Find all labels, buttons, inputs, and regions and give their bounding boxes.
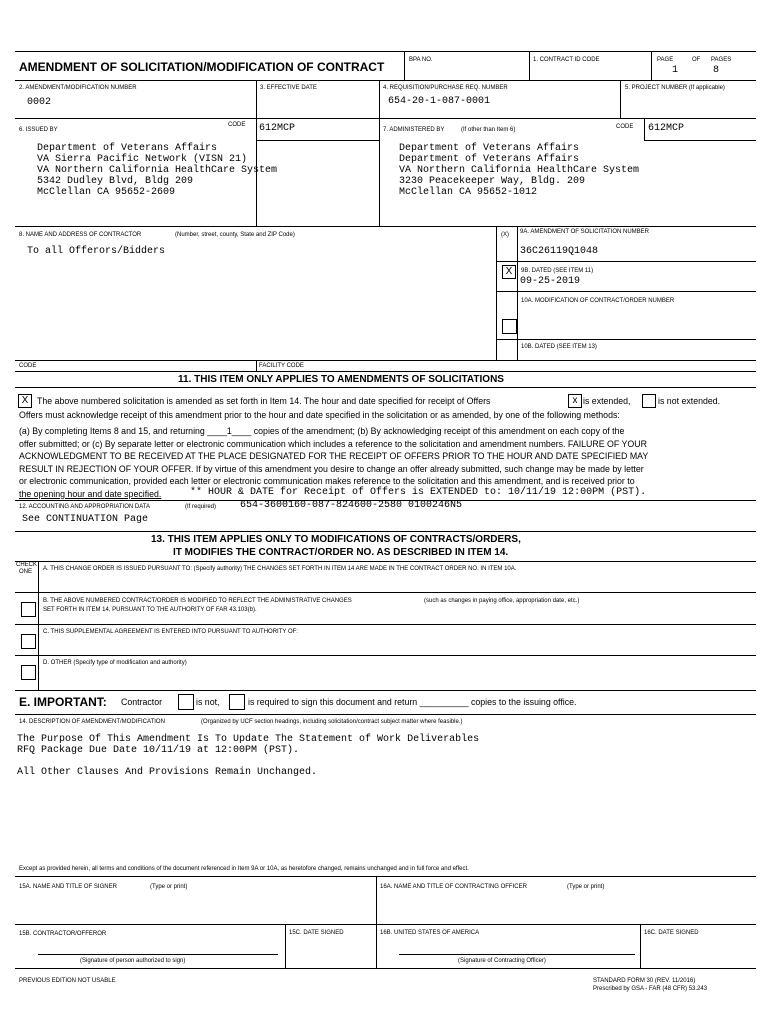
- item-10b-label: 10B. DATED (SEE ITEM 13): [521, 344, 597, 350]
- rule-13: [15, 531, 756, 532]
- item-11-heading: 11. THIS ITEM ONLY APPLIES TO AMENDMENTS OF SOLICITATIONS: [178, 374, 504, 385]
- contractor-offeror-label: 15B. CONTRACTOR/OFFEROR: [19, 931, 107, 937]
- issued-by-line-1: Department of Veterans Affairs: [37, 143, 218, 154]
- rule-13a: [15, 561, 756, 562]
- issued-by-code-label: CODE: [228, 122, 246, 128]
- x-column-label: (X): [501, 232, 509, 238]
- rule-top: [15, 51, 756, 52]
- project-number-label: 5. PROJECT NUMBER (If applicable): [625, 85, 725, 91]
- item-13a-text: A. THIS CHANGE ORDER IS ISSUED PURSUANT TO: (Specify authority) THE CHANGES SET FORTH IN ITEM 14 ARE MADE IN THE CONTRACT ORDER NO. IN ITEM 10A.: [43, 566, 517, 572]
- item-13d-checkbox[interactable]: [21, 665, 36, 680]
- item-11-line-1: The above numbered solicitation is amended as set forth in Item 14. The hour and date specified for receipt of Offers: [37, 396, 491, 406]
- standard-form-label: STANDARD FORM 30 (REV. 11/2016): [593, 978, 696, 984]
- amendment-number[interactable]: 0002: [27, 97, 52, 108]
- modification-number-label: 10A. MODIFICATION OF CONTRACT/ORDER NUMBER: [521, 298, 675, 304]
- item-11-para-line-5: or electronic communication, provided each letter or electronic communication makes reference to the solicitation and this amendment, and is received prior to: [19, 476, 635, 486]
- rule-10a: [496, 291, 756, 292]
- contract-id-label: 1. CONTRACT ID CODE: [533, 57, 600, 63]
- item-13b-text-2: SET FORTH IN ITEM 14, PURSUANT TO THE AUTHORITY OF FAR 43.103(b).: [43, 607, 257, 613]
- item-11-para-a-post: copies of the amendment; (b) By acknowledging receipt of this amendment on each copy of the: [251, 426, 625, 436]
- accounting-value[interactable]: 654-3600160-087-824600-2580 0100246N5: [240, 500, 463, 511]
- page-number: 1: [672, 65, 679, 76]
- item-11-para-a-pre: (a) By completing Items 8 and 15, and returning: [19, 426, 208, 436]
- administered-by-label: 7. ADMINISTERED BY: [383, 127, 445, 133]
- rule-important: [15, 690, 756, 691]
- copies-count[interactable]: ____1____: [207, 426, 252, 436]
- signer-name-label: 15A. NAME AND TITLE OF SIGNER: [19, 884, 117, 890]
- administered-by-line-3: VA Northern California HealthCare System: [399, 165, 640, 176]
- rule-13b: [15, 592, 756, 593]
- item-13b-note: (such as changes in paying office, appropriation date, etc.): [424, 598, 580, 604]
- requisition-label: 4. REQUISITION/PURCHASE REQ. NUMBER: [383, 85, 508, 91]
- contractor-signature-line[interactable]: [38, 954, 278, 955]
- administered-by-code[interactable]: 612MCP: [648, 123, 685, 134]
- rule-13d: [15, 655, 756, 656]
- item-11-para-last: the opening hour and date specified.: [19, 488, 162, 499]
- issued-by-line-5: McClellan CA 95652-2609: [37, 187, 176, 198]
- item-13b-text-1: B. THE ABOVE NUMBERED CONTRACT/ORDER IS MODIFIED TO REFLECT THE ADMINISTRATIVE CHANGES: [43, 598, 352, 604]
- facility-code-label: FACILITY CODE: [259, 363, 304, 369]
- contracting-officer-note: (Type or print): [567, 884, 605, 890]
- solicitation-number[interactable]: 36C26119Q1048: [520, 246, 599, 257]
- contractor-word: Contractor: [121, 697, 163, 707]
- rule-codebox6: [256, 140, 379, 141]
- rule-13c: [15, 624, 756, 625]
- rule-11b: [15, 387, 756, 388]
- previous-edition-note: PREVIOUS EDITION NOT USABLE: [19, 978, 116, 984]
- except-note: Except as provided herein, all terms and conditions of the document referenced in Item 9A or 10A, as heretofore changed, remains unchanged and in full force and effect.: [19, 866, 469, 872]
- contractor-note: (Number, street, county, State and ZIP Code): [175, 232, 295, 238]
- accounting-see: See CONTINUATION Page: [22, 514, 149, 525]
- extension-note: ** HOUR & DATE for Receipt of Offers is EXTENDED to: 10/11/19 12:00PM (PST).: [190, 487, 647, 498]
- extended-mark: x: [572, 395, 578, 406]
- administered-by-line-1: Department of Veterans Affairs: [399, 143, 580, 154]
- effective-date-label: 3. EFFECTIVE DATE: [260, 85, 317, 91]
- rule-11: [15, 371, 756, 372]
- item-9b-label: 9B. DATED (SEE ITEM 11): [521, 268, 594, 274]
- vrule-9x: [496, 226, 497, 360]
- rule-codebox7: [644, 140, 756, 141]
- solicitation-amendment-label: 9A. AMENDMENT OF SOLICITATION NUMBER: [520, 229, 650, 235]
- issued-by-line-4: 5342 Dudley Blvd, Bldg 209: [37, 176, 194, 187]
- contractor-date-label: 15C. DATE SIGNED: [289, 930, 344, 936]
- bpa-label: BPA NO.: [409, 57, 433, 63]
- prescribed-label: Prescribed by GSA - FAR (48 CFR) 53.243: [593, 986, 708, 992]
- item-13b-checkbox[interactable]: [21, 602, 36, 617]
- rule-bottom: [15, 968, 756, 969]
- contractor-name[interactable]: To all Offerors/Bidders: [27, 246, 166, 257]
- rule-15b: [15, 924, 756, 925]
- check-one-label-2: ONE: [19, 569, 33, 575]
- vrule-codebox7: [644, 118, 645, 140]
- is-not-checkbox[interactable]: [178, 694, 194, 710]
- rule-10b: [496, 339, 756, 340]
- vrule-3: [256, 80, 257, 226]
- not-extended-label: is not extended.: [658, 396, 721, 406]
- officer-signature-line[interactable]: [399, 954, 635, 955]
- item-11-para-line-3: ACKNOWLEDGMENT TO BE RECEIVED AT THE PLACE DESIGNATED FOR THE RECEIPT OF OFFERS PRIOR TO THE HOUR AND DATE SPECIFIED MAY: [19, 451, 649, 461]
- extended-label: is extended,: [583, 396, 631, 406]
- important-label: E. IMPORTANT:: [19, 695, 107, 709]
- accounting-note: (If required): [185, 504, 217, 510]
- description-line-2: RFQ Package Due Date 10/11/19 at 12:00PM (PST).: [17, 745, 300, 756]
- check-one-label-1: CHECK: [16, 562, 38, 568]
- is-not-label: is not,: [196, 697, 220, 707]
- contractor-code-label: CODE: [19, 363, 37, 369]
- vrule-bpa: [404, 51, 405, 80]
- signer-name-note: (Type or print): [150, 884, 188, 890]
- officer-signature-caption: (Signature of Contracting Officer): [458, 958, 546, 964]
- is-required-label: is required to sign this document and return __________ copies to the issuing office.: [248, 697, 577, 707]
- vrule-codebox6: [256, 118, 257, 140]
- accounting-label: 12. ACCOUNTING AND APPROPRIATION DATA: [19, 504, 151, 510]
- item-13-heading-1: 13. THIS ITEM APPLIES ONLY TO MODIFICATIONS OF CONTRACTS/ORDERS,: [151, 534, 521, 545]
- vrule-facility: [256, 360, 257, 371]
- vrule-15mid: [376, 876, 377, 968]
- item-13d-text: D. OTHER (Specify type of modification and authority): [43, 660, 187, 666]
- item-11-para-line-2: offer submitted; or (c) By separate letter or electronic communication which includes a reference to the solicitation and amendment numbers. FAILURE OF YOUR: [19, 438, 647, 449]
- item-13-heading-2: IT MODIFIES THE CONTRACT/ORDER NO. AS DESCRIBED IN ITEM 14.: [173, 547, 509, 558]
- rule-9b: [496, 261, 756, 262]
- rule-row4: [15, 226, 756, 227]
- issued-by-label: 6. ISSUED BY: [19, 127, 58, 133]
- item-11-line-2: Offers must acknowledge receipt of this amendment prior to the hour and date specified in the solicitation or as amended, by one of the following methods:: [19, 410, 620, 420]
- administered-by-note: (If other than Item 6): [461, 127, 516, 133]
- description-line-1: The Purpose Of This Amendment Is To Update The Statement of Work Deliverables: [17, 734, 480, 745]
- page-total: 8: [713, 65, 720, 76]
- vrule-page: [651, 51, 652, 80]
- description-line-3: All Other Clauses And Provisions Remain Unchanged.: [17, 767, 318, 778]
- item-9b-mark: X: [505, 266, 513, 277]
- item-13c-text: C. THIS SUPPLEMENTAL AGREEMENT IS ENTERED INTO PURSUANT TO AUTHORITY OF:: [43, 629, 298, 635]
- vrule-4: [379, 80, 380, 226]
- page-label: PAGE: [657, 57, 674, 63]
- officer-date-label: 16C. DATE SIGNED: [644, 930, 699, 936]
- item-11-mark: X: [21, 395, 29, 406]
- form-title: AMENDMENT OF SOLICITATION/MODIFICATION OF CONTRACT: [19, 60, 385, 74]
- administered-by-code-label: CODE: [616, 124, 634, 130]
- description-label: 14. DESCRIPTION OF AMENDMENT/MODIFICATION: [19, 719, 165, 725]
- vrule-contract: [529, 51, 530, 80]
- of-label: OF: [692, 57, 701, 63]
- rule-14: [15, 714, 756, 715]
- amendment-number-label: 2. AMENDMENT/MODIFICATION NUMBER: [19, 85, 137, 91]
- administered-by-line-4: 3230 Peacekeeper Way, Bldg. 209: [399, 176, 586, 187]
- usa-label: 16B. UNITED STATES OF AMERICA: [380, 930, 480, 936]
- issued-by-line-2: VA Sierra Pacific Network (VISN 21): [37, 154, 248, 165]
- issued-by-code[interactable]: 612MCP: [259, 123, 296, 134]
- vrule-5: [620, 80, 621, 118]
- item-9b-date[interactable]: 09-25-2019: [520, 276, 581, 287]
- rule-code: [15, 360, 756, 361]
- administered-by-line-5: McClellan CA 95652-1012: [399, 187, 538, 198]
- vrule-9col: [517, 226, 518, 360]
- not-extended-checkbox[interactable]: [642, 394, 656, 408]
- is-required-checkbox[interactable]: [229, 694, 245, 710]
- vrule-check: [38, 561, 39, 690]
- requisition-number[interactable]: 654-20-1-087-0001: [388, 96, 491, 107]
- description-note: (Organized by UCF section headings, including solicitation/contract subject matter where feasible.): [201, 719, 463, 725]
- item-13c-checkbox[interactable]: [21, 634, 36, 649]
- administered-by-line-2: Department of Veterans Affairs: [399, 154, 580, 165]
- issued-by-line-3: VA Northern California HealthCare System: [37, 165, 278, 176]
- item-10-checkbox[interactable]: [502, 319, 517, 334]
- vrule-15c: [285, 924, 286, 968]
- contractor-label: 8. NAME AND ADDRESS OF CONTRACTOR: [19, 232, 142, 238]
- contracting-officer-label: 16A. NAME AND TITLE OF CONTRACTING OFFICER: [380, 884, 527, 890]
- item-11-para-line-4: RESULT IN REJECTION OF YOUR OFFER. If by virtue of this amendment you desire to change an offer already submitted, such change may be made by letter: [19, 463, 644, 474]
- pages-label: PAGES: [711, 57, 732, 63]
- vrule-16c: [640, 924, 641, 968]
- contractor-signature-caption: (Signature of person authorized to sign): [80, 958, 186, 964]
- rule-15: [15, 876, 756, 877]
- rule-row2: [15, 80, 756, 81]
